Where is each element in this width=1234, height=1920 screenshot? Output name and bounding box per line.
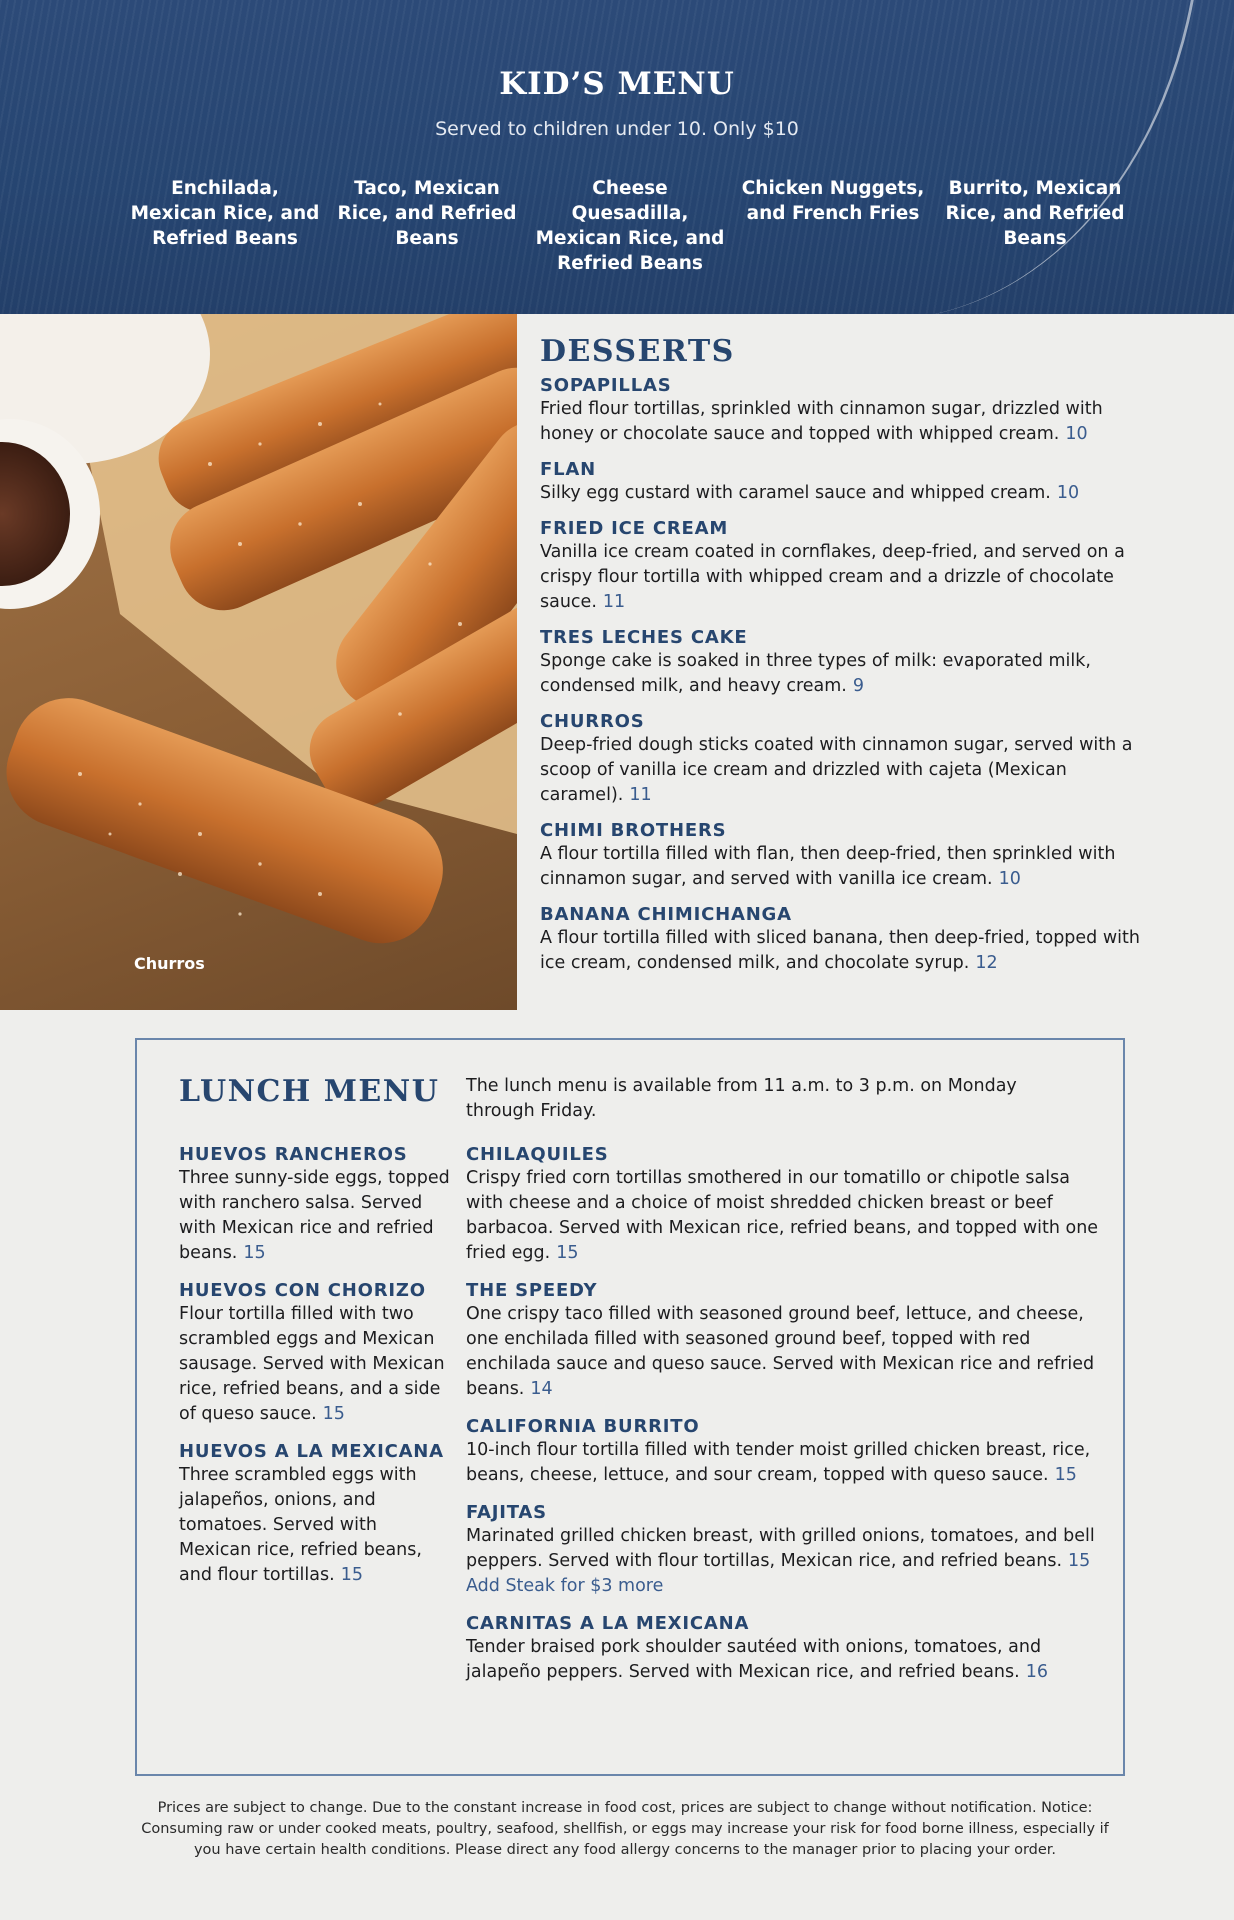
churros-photo [0,314,517,1010]
lunch-right-column [466,1144,1106,1699]
dessert-description: A flour tortilla filled with sliced banana, then deep-fried, topped with ice cream, condensed milk, and chocolate syrup. 12 [540,928,1140,973]
dessert-price: 9 [852,676,864,696]
dessert-name: CHIMI BROTHERS [540,820,727,841]
lunch-item-price: 15 [1054,1465,1077,1485]
kids-item: Chicken Nuggets, and French Fries [741,178,925,224]
lunch-item-name: FAJITAS [466,1502,547,1523]
dessert-item [540,375,1140,447]
lunch-item [466,1502,1106,1599]
kids-item: Cheese Quesadilla, Mexican Rice, and Refried Beans [535,178,725,274]
dessert-description: Sponge cake is soaked in three types of milk: evaporated milk, condensed milk, and heavy cream. 9 [540,651,1091,696]
dessert-item [540,820,1140,892]
kids-item: Enchilada, Mexican Rice, and Refried Beans [130,178,320,249]
dessert-price: 10 [1065,424,1088,444]
lunch-item-price: 15 [322,1404,345,1424]
lunch-menu-note: The lunch menu is available from 11 a.m. to 3 p.m. on Monday through Friday. [466,1076,1017,1121]
dessert-item [540,459,1140,506]
lunch-item [466,1613,1106,1685]
lunch-item [179,1144,451,1266]
dessert-name: SOPAPILLAS [540,375,672,396]
dessert-item [540,627,1140,699]
lunch-item-description: Three sunny-side eggs, topped with ranchero salsa. Served with Mexican rice and refried beans. 15 [179,1168,450,1263]
lunch-item-name: THE SPEEDY [466,1280,598,1301]
lunch-item-price: 15 [340,1565,363,1585]
lunch-item [466,1280,1106,1402]
dessert-price: 11 [602,592,626,612]
lunch-item-addon: Add Steak for $3 more [466,1576,664,1596]
kids-item: Burrito, Mexican Rice, and Refried Beans [945,178,1125,249]
lunch-item-name: CALIFORNIA BURRITO [466,1416,700,1437]
lunch-item [179,1280,451,1427]
disclaimer-footer: Prices are subject to change. Due to the constant increase in food cost, prices are subject to change without notification. Notice: Consuming raw or under cooked meats, poultry, seafood, shellfish, or eggs may increase your risk for food borne illness, especially if you have certain health conditions. Please direct any food allergy concerns to the manager prior to placing your order. [141,1800,1109,1858]
lunch-item-price: 15 [1068,1551,1091,1571]
dessert-description: Silky egg custard with caramel sauce and whipped cream. 10 [540,483,1080,503]
dessert-description: Vanilla ice cream coated in cornflakes, deep-fried, and served on a crispy flour tortilla with whipped cream and a drizzle of chocolate sauce. 11 [540,542,1125,612]
lunch-item-description: Three scrambled eggs with jalapeños, onions, and tomatoes. Served with Mexican rice, refried beans, and flour tortillas. 15 [179,1465,422,1585]
lunch-menu-box [135,1038,1125,1776]
dessert-description: A flour tortilla filled with flan, then deep-fried, then sprinkled with cinnamon sugar, and served with vanilla ice cream. 10 [540,844,1116,889]
lunch-item [466,1144,1106,1266]
lunch-item-name: CARNITAS A LA MEXICANA [466,1613,750,1634]
lunch-item-name: CHILAQUILES [466,1144,609,1165]
dessert-price: 11 [629,785,652,805]
lunch-item-description: 10-inch flour tortilla filled with tender moist grilled chicken breast, rice, beans, cheese, lettuce, and sour cream, topped with queso sauce. 15 [466,1440,1091,1485]
lunch-item-description: One crispy taco filled with seasoned ground beef, lettuce, and cheese, one enchilada filled with seasoned ground beef, topped with red enchilada sauce and queso sauce. Served with Mexican rice and refried beans. 14 [466,1304,1095,1399]
kids-menu-title: KID’S MENU [499,66,735,102]
kids-menu-banner [0,0,1234,314]
dessert-name: TRES LECHES CAKE [540,627,748,648]
dessert-name: FLAN [540,459,596,480]
lunch-item-price: 15 [243,1243,266,1263]
dessert-item [540,904,1140,976]
kids-menu-subtitle: Served to children under 10. Only $10 [435,118,799,140]
dessert-name: CHURROS [540,711,645,732]
desserts-section [540,334,1140,976]
dessert-item [540,518,1140,615]
lunch-item-description: Flour tortilla filled with two scrambled eggs and Mexican sausage. Served with Mexican rice, refried beans, and a side of queso sauce. 15 [179,1304,445,1424]
dessert-name: FRIED ICE CREAM [540,518,729,539]
lunch-item-description: Tender braised pork shoulder sautéed with onions, tomatoes, and jalapeño peppers. Served with Mexican rice, and refried beans. 16 [466,1637,1048,1682]
dessert-description: Fried flour tortillas, sprinkled with cinnamon sugar, drizzled with honey or chocolate sauce and topped with whipped cream. 10 [540,399,1103,444]
lunch-item-price: 15 [556,1243,579,1263]
churros-illustration [0,314,517,1010]
lunch-item [179,1441,451,1588]
dessert-name: BANANA CHIMICHANGA [540,904,792,925]
lunch-item-name: HUEVOS A LA MEXICANA [179,1441,444,1462]
lunch-item-name: HUEVOS RANCHEROS [179,1144,408,1165]
desserts-title: DESSERTS [540,334,735,369]
dessert-price: 10 [1056,483,1080,503]
dessert-item [540,711,1140,808]
lunch-left-column [179,1144,451,1602]
lunch-item-description: Marinated grilled chicken breast, with grilled onions, tomatoes, and bell peppers. Served with flour tortillas, Mexican rice, and refried beans. 15 [466,1526,1095,1571]
dessert-price: 10 [998,869,1021,889]
lunch-menu-title: LUNCH MENU [179,1074,440,1109]
kids-item: Taco, Mexican Rice, and Refried Beans [337,178,517,249]
photo-caption: Churros [134,954,205,973]
dessert-description: Deep-fried dough sticks coated with cinnamon sugar, served with a scoop of vanilla ice cream and drizzled with cajeta (Mexican caramel). 11 [540,735,1133,805]
lunch-item-description: Crispy fried corn tortillas smothered in our tomatillo or chipotle salsa with cheese and a choice of moist shredded chicken breast or beef barbacoa. Served with Mexican rice, refried beans, and topped with one fried egg. 15 [466,1168,1099,1263]
dessert-price: 12 [975,953,998,973]
lunch-item [466,1416,1106,1488]
lunch-item-price: 16 [1025,1662,1048,1682]
lunch-item-price: 14 [530,1379,553,1399]
lunch-item-name: HUEVOS CON CHORIZO [179,1280,426,1301]
